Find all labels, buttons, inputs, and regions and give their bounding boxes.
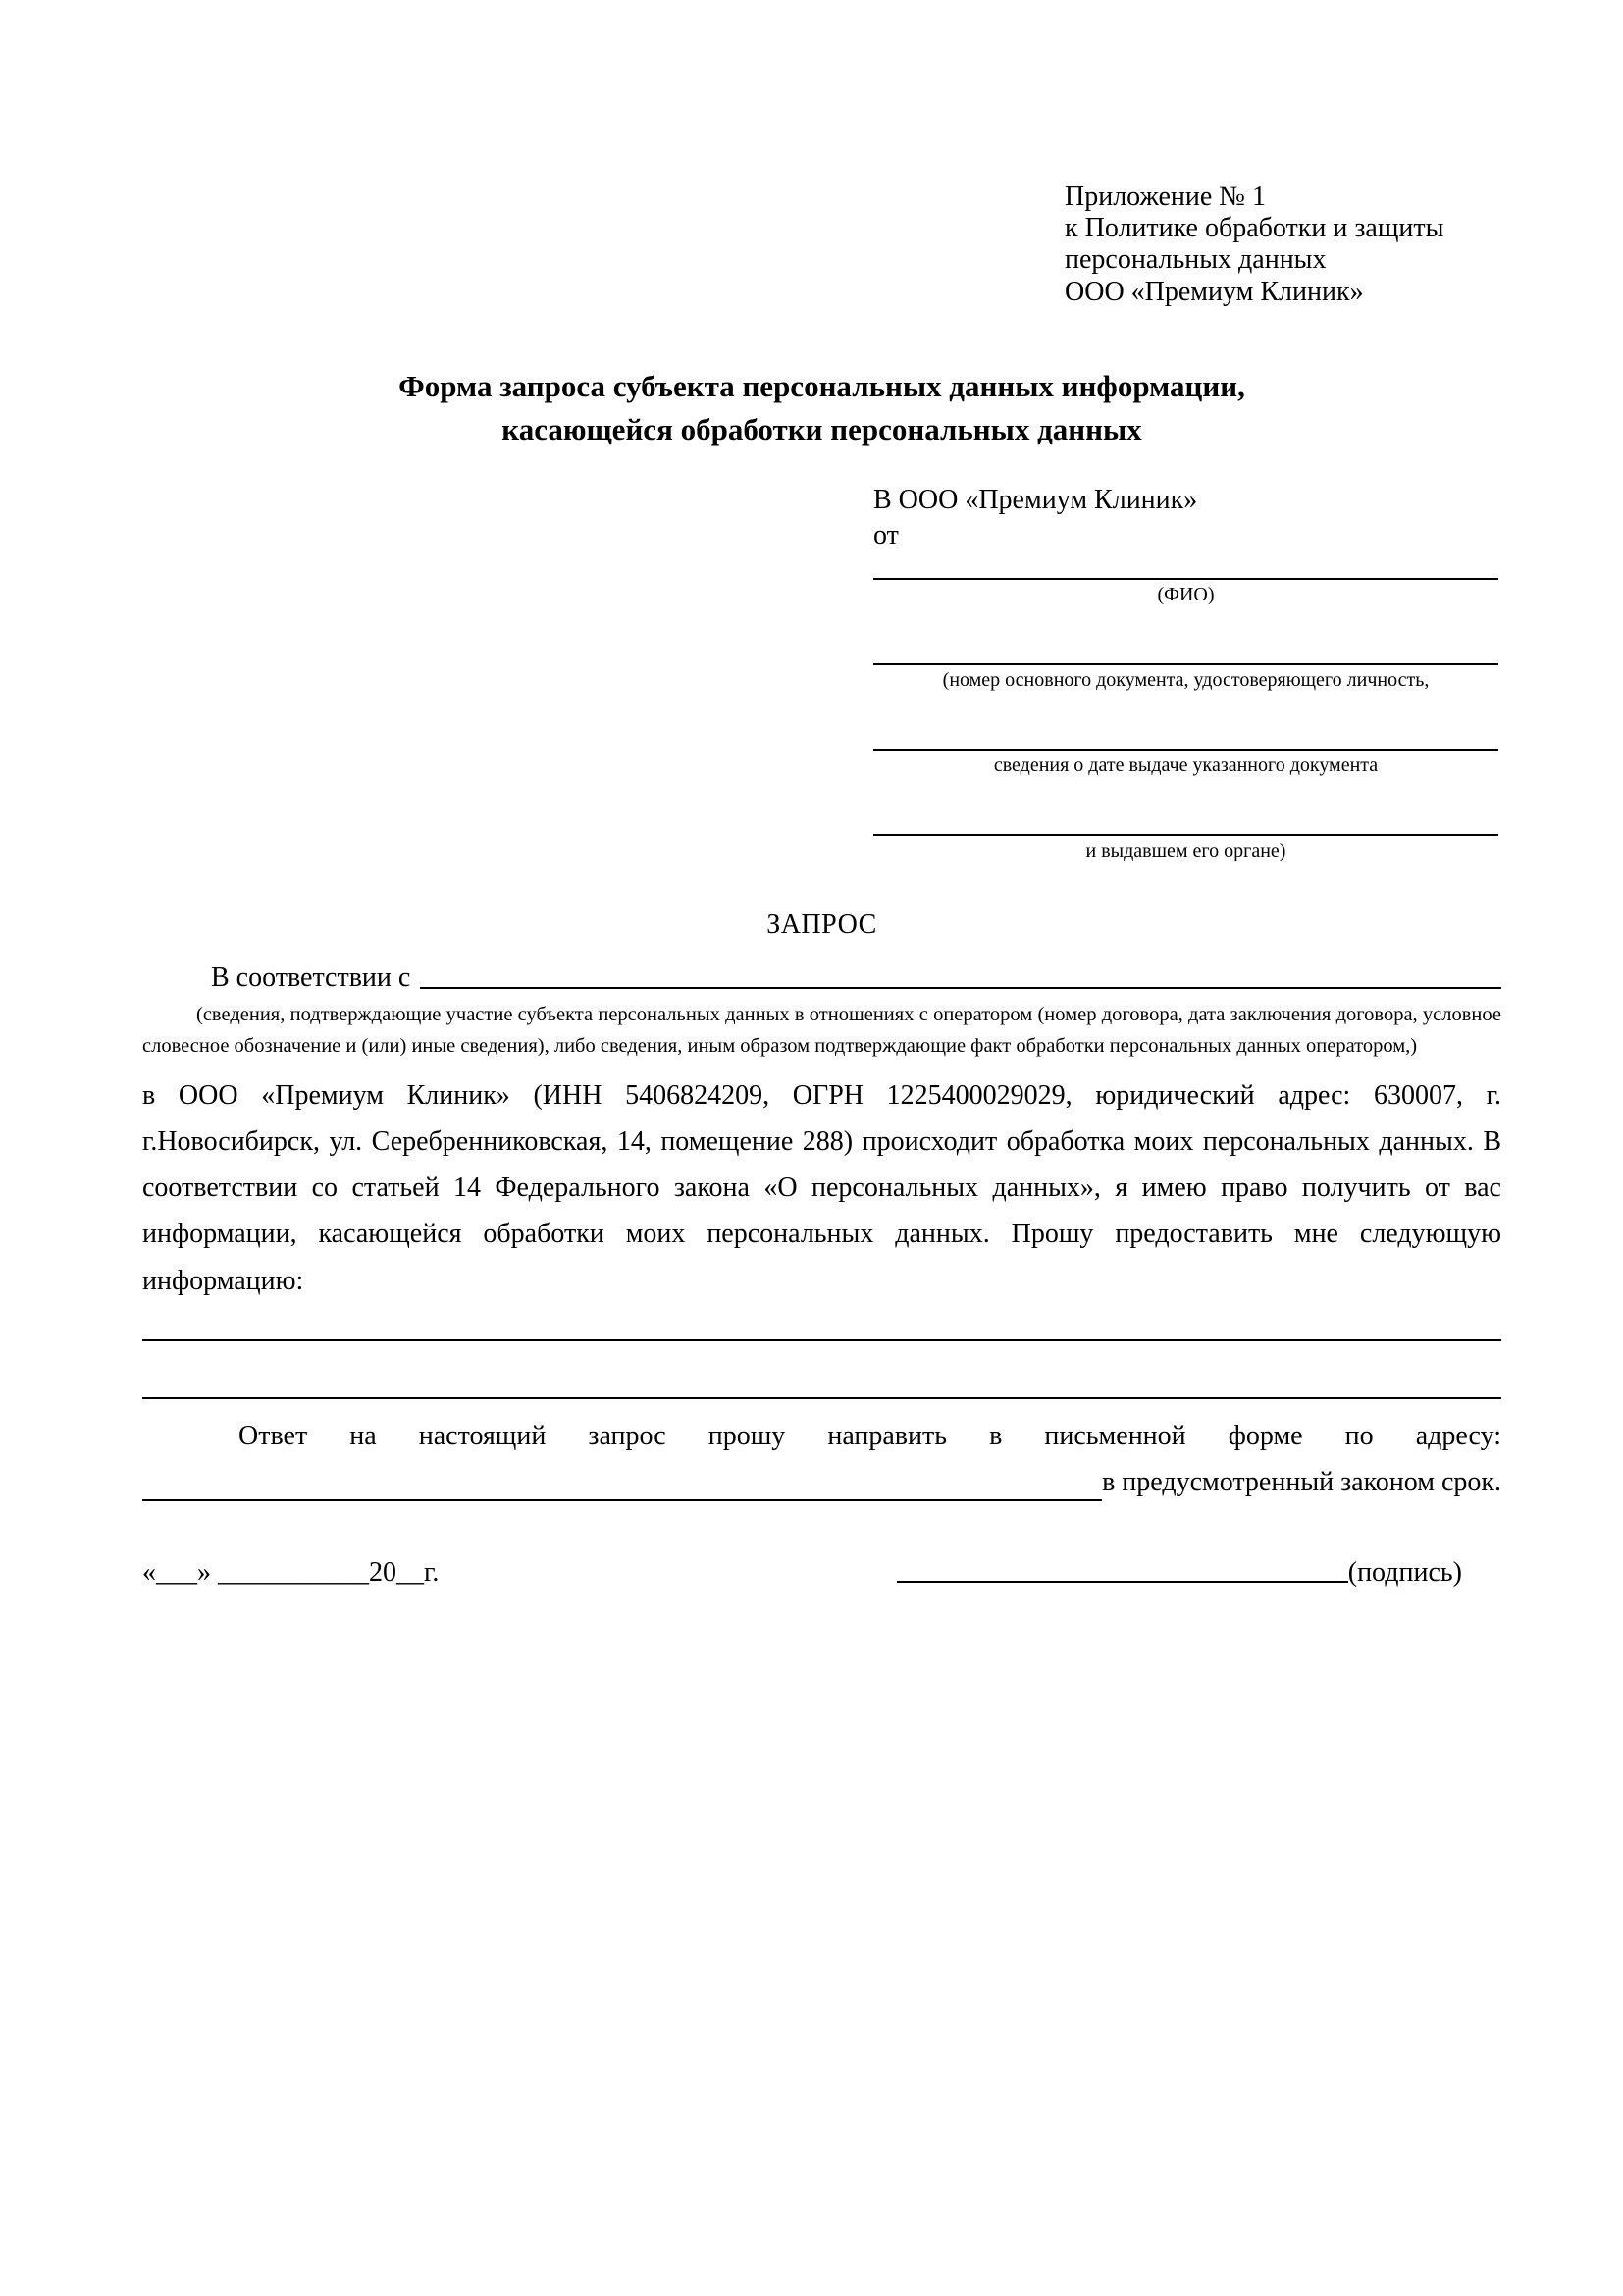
answer-address-row: [142, 1459, 1501, 1505]
intro-row: [142, 963, 1501, 994]
appendix-block: [1065, 182, 1501, 308]
addressee-from-label: от: [873, 520, 899, 551]
date-field: «___» ___________20__г.: [142, 1556, 440, 1588]
document-number-caption: (номер основного документа, удостоверяющего личность,: [942, 668, 1430, 691]
intro-label: В соответствии с: [211, 962, 411, 993]
appendix-line: ООО «Премиум Клиник»: [1065, 276, 1364, 307]
answer-suffix: в предусмотренный законом срок.: [1102, 1467, 1501, 1498]
document-title-line: касающейся обработки персональных данных: [501, 411, 1142, 446]
information-blank-line: [142, 1397, 1501, 1399]
request-body-paragraph: в ООО «Премиум Клиник» (ИНН 5406824209, ОГРН 1225400029029, юридический адрес: 630007, г. г.Новосибирск, ул. Серебренниковская, 14, помещение 288) происходит обработка моих персональных данных. В соответствии со статьей 14 Федерального закона «О персональных данных», я имею право получить от вас информации, касающейся обработки моих персональных данных. Прошу предоставить мне следующую информацию:: [142, 1079, 1501, 1296]
information-blank-line: [142, 1339, 1501, 1341]
answer-sentence: Ответ на настоящий запрос прошу направить в письменной форме по адресу:: [238, 1421, 1501, 1452]
signature-caption: (подпись): [1347, 1556, 1462, 1588]
footer-row: [142, 1557, 1501, 1589]
document-title-line: Форма запроса субъекта персональных данных информации,: [398, 368, 1245, 403]
fio-caption: (ФИО): [1157, 583, 1215, 605]
appendix-line: персональных данных: [1065, 244, 1327, 276]
fio-blank-line: [873, 554, 1498, 580]
appendix-line: Приложение № 1: [1065, 182, 1266, 212]
address-blank-line: [142, 1499, 1102, 1501]
intro-note: (сведения, подтверждающие участие субъекта персональных данных в отношениях с оператором (номер договора, дата заключения договора, условное словесное обозначение и (или) иные сведения), либо сведения, иным образом подтверждающие факт обработки персональных данных оператором,): [142, 1003, 1501, 1057]
signature-group: [897, 1557, 1462, 1589]
document-title: [142, 365, 1501, 451]
document-date-caption: сведения о дате выдаче указанного документа: [993, 754, 1379, 776]
addressee-to: В ООО «Премиум Клиник»: [873, 484, 1198, 515]
intro-blank-line: [420, 987, 1501, 989]
addressee-block: [873, 483, 1498, 862]
appendix-line: к Политике обработки и защиты: [1065, 213, 1444, 244]
signature-blank-line: [897, 1581, 1348, 1583]
request-heading: ЗАПРОС: [766, 909, 877, 940]
issuing-authority-caption: и выдавшем его органе): [1085, 839, 1286, 861]
document-date-blank-line: [873, 721, 1498, 751]
issuing-authority-blank-line: [873, 807, 1498, 836]
document-number-blank-line: [873, 636, 1498, 665]
